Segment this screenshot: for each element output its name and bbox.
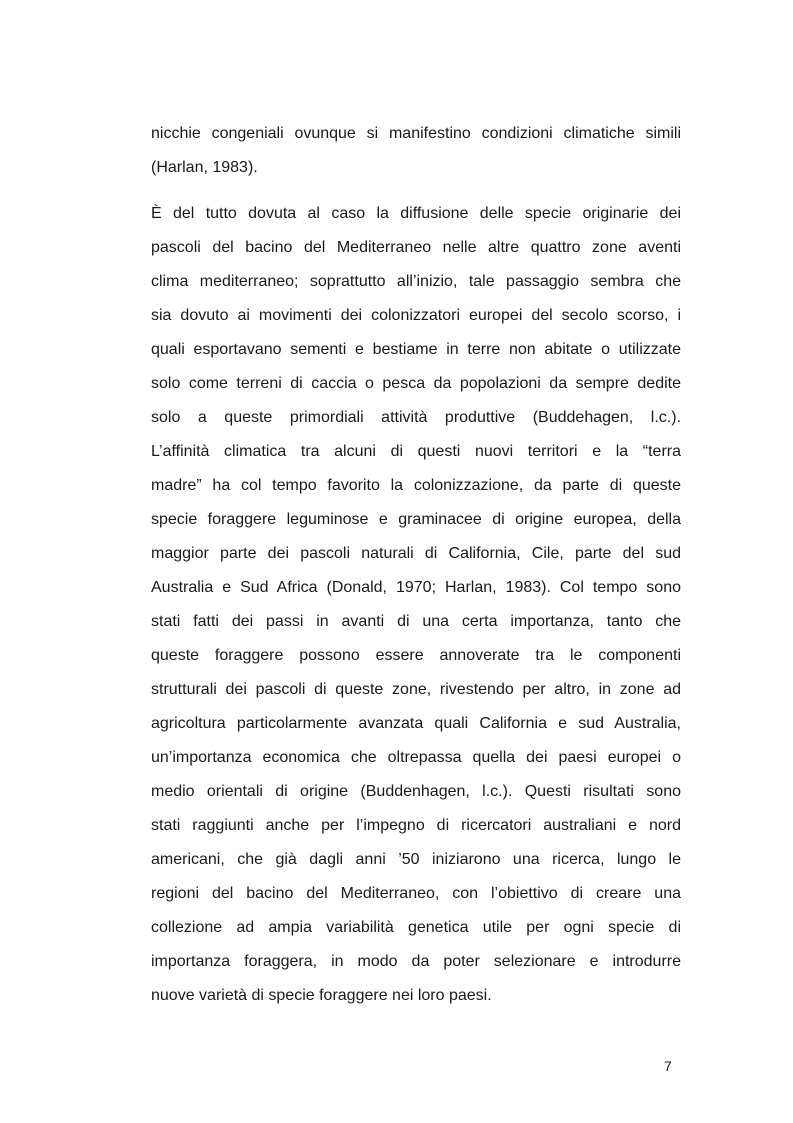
paragraph-line: stati raggiunti anche per l’impegno di ricercatori australiani e nord [151, 817, 681, 834]
paragraph-line: L’affinità climatica tra alcuni di questi nuovi territori e la “terra [151, 443, 681, 460]
paragraph-line: agricoltura particolarmente avanzata quali California e sud Australia, [151, 715, 681, 732]
paragraph-2 [151, 197, 681, 1013]
paragraph-line: sia dovuto ai movimenti dei colonizzatori europei del secolo scorso, i [151, 307, 681, 324]
paragraph-line: clima mediterraneo; soprattutto all’inizio, tale passaggio sembra che [151, 273, 681, 290]
paragraph-1 [151, 117, 681, 185]
paragraph-line: nicchie congeniali ovunque si manifestino condizioni climatiche simili [151, 125, 681, 142]
paragraph-line: specie foraggere leguminose e graminacee di origine europea, della [151, 511, 681, 528]
paragraph-line: nuove varietà di specie foraggere nei loro paesi. [151, 987, 492, 1004]
paragraph-line: medio orientali di origine (Buddenhagen, l.c.). Questi risultati sono [151, 783, 681, 800]
paragraph-line: stati fatti dei passi in avanti di una certa importanza, tanto che [151, 613, 681, 630]
paragraph-line: È del tutto dovuta al caso la diffusione delle specie originarie dei [151, 205, 681, 222]
paragraph-line: solo come terreni di caccia o pesca da popolazioni da sempre dedite [151, 375, 681, 392]
paragraph-line: collezione ad ampia variabilità genetica utile per ogni specie di [151, 919, 681, 936]
paragraph-line: madre” ha col tempo favorito la colonizzazione, da parte di queste [151, 477, 681, 494]
paragraph-line: quali esportavano sementi e bestiame in terre non abitate o utilizzate [151, 341, 681, 358]
paragraph-line: americani, che già dagli anni ’50 iniziarono una ricerca, lungo le [151, 851, 681, 868]
paragraph-line: pascoli del bacino del Mediterraneo nelle altre quattro zone aventi [151, 239, 681, 256]
paragraph-line: queste foraggere possono essere annoverate tra le componenti [151, 647, 681, 664]
paragraph-line: maggior parte dei pascoli naturali di California, Cile, parte del sud [151, 545, 681, 562]
paragraph-line: importanza foraggera, in modo da poter selezionare e introdurre [151, 953, 681, 970]
page-number: 7 [664, 1058, 672, 1074]
paragraph-line: strutturali dei pascoli di queste zone, rivestendo per altro, in zone ad [151, 681, 681, 698]
paragraph-line: (Harlan, 1983). [151, 159, 258, 176]
paragraph-line: un’importanza economica che oltrepassa quella dei paesi europei o [151, 749, 681, 766]
paragraph-line: solo a queste primordiali attività produttive (Buddehagen, l.c.). [151, 409, 681, 426]
paragraph-line: Australia e Sud Africa (Donald, 1970; Harlan, 1983). Col tempo sono [151, 579, 681, 596]
paragraph-line: regioni del bacino del Mediterraneo, con l’obiettivo di creare una [151, 885, 681, 902]
